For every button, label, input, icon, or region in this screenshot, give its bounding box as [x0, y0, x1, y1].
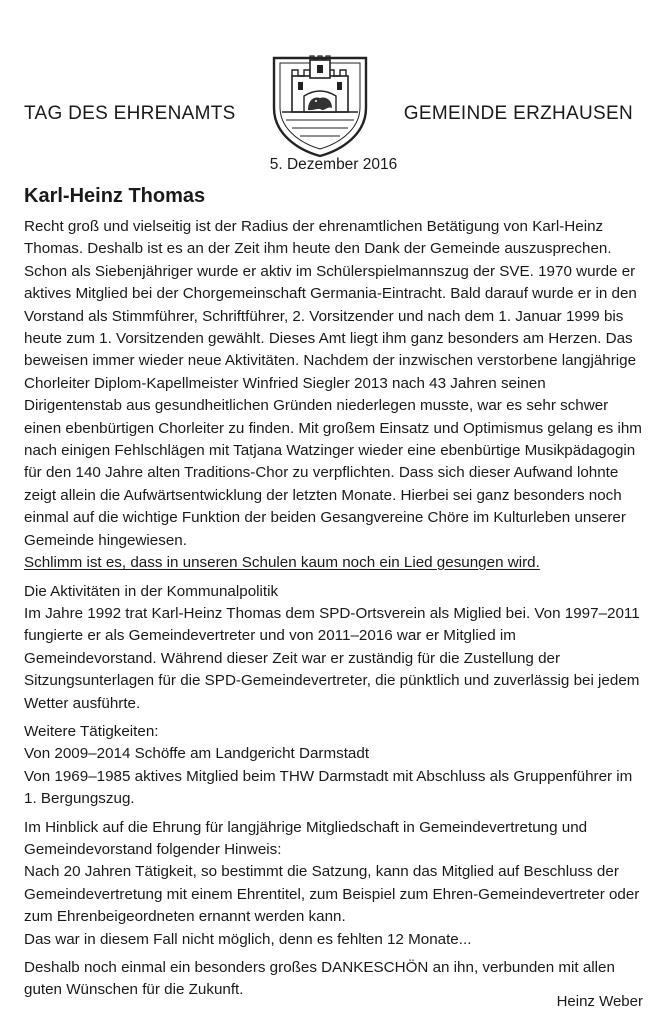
politics-paragraph: Im Jahre 1992 trat Karl-Heinz Thomas dem SPD-Ortsverein als Miglied bei. Von 1997–2011 fungierte er als Gemeindevertreter und von 2011–2016 war er Mitglied im Gemeindevorstand. Während dieser Zeit war er zuständig für die Zustellung der Sitzungsunterlagen für die SPD-Gemeindevertreter, die pünktlich und zuverlässig bei jedem Wetter ausführte.: [24, 604, 640, 712]
intro-underlined-sentence: [24, 552, 646, 574]
signature: Heinz Weber: [556, 993, 643, 1010]
honor-paragraph: Im Hinblick auf die Ehrung für langjährige Mitgliedschaft in Gemeindevertretung und Gemeindevorstand folgender Hinweis:: [24, 818, 588, 858]
header-left-title: TAG DES EHRENAMTS: [24, 103, 236, 124]
header-right-title: GEMEINDE ERZHAUSEN: [403, 103, 633, 124]
intro-paragraph: Recht groß und vielseitig ist der Radius der ehrenamtlichen Betätigung von Karl-Heinz Thomas. Deshalb ist es an der Zeit ihm heute den Dank der Gemeinde auszusprechen. Schon als Siebenjähriger wurde er aktiv im Schülerspielmannszug der SVE. 1970 wurde er aktives Mitglied bei der Chorgemeinschaft Germania-Eintracht. Bald darauf wurde er in den Vorstand als Stimmführer, Schriftführer, 2. Vorsitzender und nach dem 1. Januar 1999 bis heute zum 1. Vorsitzenden gewählt. Dieses Amt liegt ihm ganz besonders am Herzen. Das beweisen immer wieder neue Aktivitäten. Nachdem der inzwischen verstorbene langjährige Chorleiter Diplom-Kapellmeister Winfried Siegler 2013 nach 43 Jahren seinen Dirigentenstab aus gesundheitlichen Gründen niederlegen musste, war es sehr schwer einen ebenbürtigen Chorleiter zu finden. Mit großem Einsatz und Optimismus gelang es ihm nach einigen Fehlschlägen mit Tatjana Watzinger wieder eine ebenbürtige Musikpädagogin für den 140 Jahre alten Traditions-Chor zu verpflichten. Dass sich dieser Aufwand lohnte zeigt allein die Aufwärtsentwicklung der letzten Monate. Hierbei sei ganz besonders noch einmal auf die wichtige Funktion der beiden Gesangvereine Chöre im Kulturleben unserer Gemeinde hingewiesen.: [24, 218, 642, 549]
honor-note: Das war in diesem Fall nicht möglich, denn es fehlten 12 Monate...: [24, 930, 472, 948]
page-title: Karl-Heinz Thomas: [24, 185, 206, 207]
honor-rule: Nach 20 Jahren Tätigkeit, so bestimmt die Satzung, kann das Mitglied auf Beschluss der Gemeindevertretung mit einem Ehrentitel, zum Beispiel zum Ehren-Gemeindevertreter oder zum Ehrenbeigeordneten ernannt werden kann.: [24, 863, 640, 926]
document-body: [24, 216, 646, 1002]
politics-heading: Die Aktivitäten in der Kommunalpolitik: [24, 582, 279, 600]
document-date: 5. Dezember 2016: [269, 156, 398, 173]
other-line-2: Von 1969–1985 aktives Mitglied beim THW Darmstadt mit Abschluss als Gruppenführer im 1. Bergungszug.: [24, 767, 633, 808]
underlined-text: Schlimm ist es, dass in unseren Schulen kaum noch ein Lied gesungen wird.: [24, 554, 540, 572]
other-heading: Weitere Tätigkeiten:: [24, 722, 159, 740]
coat-of-arms-icon: [270, 50, 370, 158]
other-line-1: Von 2009–2014 Schöffe am Landgericht Darmstadt: [24, 745, 370, 763]
closing-paragraph: Deshalb noch einmal ein besonders großes DANKESCHÖN an ihn, verbunden mit allen guten Wünschen für die Zukunft.: [24, 959, 615, 999]
